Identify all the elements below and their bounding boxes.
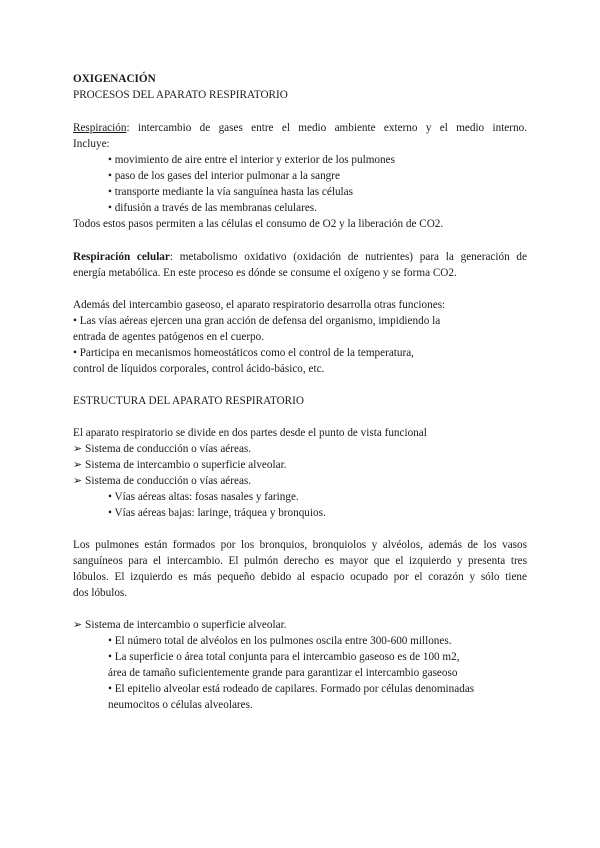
list-item: • difusión a través de las membranas celulares.	[108, 202, 317, 214]
estructura-part: ➢ Sistema de conducción o vías aéreas.	[73, 475, 252, 487]
intercambio-heading: ➢ Sistema de intercambio o superficie alveolar.	[73, 619, 287, 631]
list-item: • transporte mediante la vía sanguínea hasta las células	[108, 186, 353, 198]
list-item: • paso de los gases del interior pulmonar a la sangre	[108, 170, 340, 182]
funciones-line: entrada de agentes patógenos en el cuerpo.	[73, 331, 265, 343]
respiracion-definition-line2: Incluye:	[73, 138, 110, 150]
respiracion-celular-line1: Respiración celular: metabolismo oxidativo (oxidación de nutrientes) para la generación de	[73, 251, 527, 263]
intercambio-line: • El número total de alvéolos en los pulmones oscila entre 300-600 millones.	[108, 635, 452, 647]
respiracion-celular-term: Respiración celular	[73, 251, 170, 263]
pulmones-line: sanguíneos para el intercambio. El pulmón derecho es mayor que el izquierdo y presenta tres	[73, 555, 527, 567]
intercambio-line: • El epitelio alveolar está rodeado de capilares. Formado por células denominadas	[108, 683, 475, 695]
respiracion-term: Respiración	[73, 122, 127, 134]
respiracion-celular-line2: energía metabólica. En este proceso es dónde se consume el oxígeno y se forma CO2.	[73, 267, 457, 279]
estructura-part: ➢ Sistema de intercambio o superficie alveolar.	[73, 459, 287, 471]
estructura-heading: ESTRUCTURA DEL APARATO RESPIRATORIO	[73, 395, 304, 407]
pulmones-line: dos lóbulos.	[73, 587, 128, 599]
list-item: • Vías aéreas altas: fosas nasales y faringe.	[108, 491, 299, 503]
respiracion-closing: Todos estos pasos permiten a las células el consumo de O2 y la liberación de CO2.	[73, 218, 444, 230]
intercambio-line: neumocitos o células alveolares.	[108, 699, 253, 711]
intercambio-line: área de tamaño suficientemente grande para garantizar el intercambio gaseoso	[108, 667, 458, 679]
section-subtitle: PROCESOS DEL APARATO RESPIRATORIO	[73, 89, 288, 101]
estructura-part: ➢ Sistema de conducción o vías aéreas.	[73, 443, 252, 455]
pulmones-line: lóbulos. El izquierdo es más pequeño debido al espacio ocupado por el corazón y sólo tiene	[73, 571, 527, 583]
list-item: • Vías aéreas bajas: laringe, tráquea y bronquios.	[108, 507, 326, 519]
pulmones-line: Los pulmones están formados por los bronquios, bronquiolos y alvéolos, además de los vasos	[73, 539, 527, 551]
respiracion-definition-line1: Respiración: intercambio de gases entre el medio ambiente externo y el medio interno.	[73, 122, 527, 134]
list-item: • movimiento de aire entre el interior y exterior de los pulmones	[108, 154, 395, 166]
document-title: OXIGENACIÓN	[73, 73, 156, 85]
funciones-intro: Además del intercambio gaseoso, el aparato respiratorio desarrolla otras funciones:	[73, 299, 446, 311]
funciones-line: control de líquidos corporales, control ácido-básico, etc.	[73, 363, 325, 375]
estructura-intro: El aparato respiratorio se divide en dos partes desde el punto de vista funcional	[73, 427, 427, 439]
funciones-line: • Participa en mecanismos homeostáticos como el control de la temperatura,	[73, 347, 414, 359]
funciones-line: • Las vías aéreas ejercen una gran acción de defensa del organismo, impidiendo la	[73, 315, 441, 327]
intercambio-line: • La superficie o área total conjunta para el intercambio gaseoso es de 100 m2,	[108, 651, 460, 663]
